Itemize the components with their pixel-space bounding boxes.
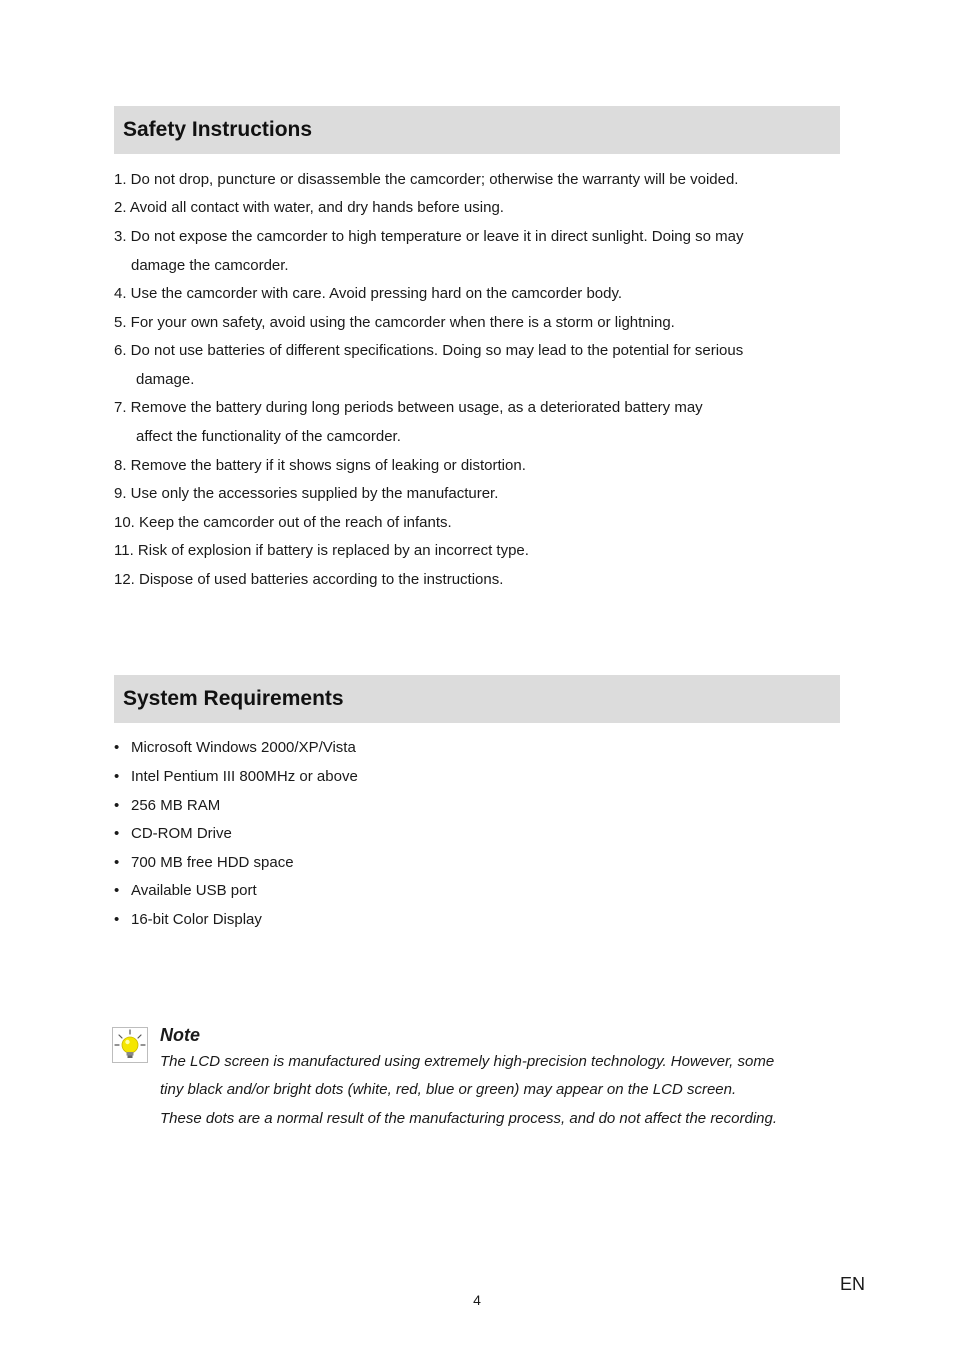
language-code: EN	[840, 1274, 866, 1294]
safety-item-6: 6. Do not use batteries of different specifications. Doing so may lead to the potential for serious	[114, 342, 744, 359]
system-requirements-title: System Requirements	[123, 687, 344, 710]
bullet-icon: •	[114, 768, 120, 785]
bullet-icon: •	[114, 825, 120, 842]
safety-instructions-header	[114, 106, 840, 154]
note-title: Note	[160, 1025, 200, 1045]
requirement-text: Microsoft Windows 2000/XP/Vista	[131, 739, 356, 756]
list-item	[114, 739, 356, 757]
bullet-icon: •	[114, 882, 120, 899]
page-number: 4	[473, 1292, 481, 1308]
safety-item-3-continued: damage the camcorder.	[131, 257, 289, 274]
requirement-text: Intel Pentium III 800MHz or above	[131, 768, 358, 785]
safety-item-8: 8. Remove the battery if it shows signs of leaking or distortion.	[114, 457, 526, 474]
safety-item-5: 5. For your own safety, avoid using the camcorder when there is a storm or lightning.	[114, 314, 675, 331]
safety-item-12: 12. Dispose of used batteries according to the instructions.	[114, 571, 504, 588]
note-text-line-2: tiny black and/or bright dots (white, red, blue or green) may appear on the LCD screen.	[160, 1081, 737, 1098]
bullet-icon: •	[114, 739, 120, 756]
note-text-line-3: These dots are a normal result of the manufacturing process, and do not affect the recording.	[160, 1110, 778, 1127]
safety-item-2: 2. Avoid all contact with water, and dry hands before using.	[114, 199, 504, 216]
safety-instructions-title: Safety Instructions	[123, 118, 313, 141]
list-item	[114, 882, 257, 900]
lightbulb-icon	[112, 1027, 148, 1063]
safety-item-11: 11. Risk of explosion if battery is replaced by an incorrect type.	[114, 542, 529, 559]
bullet-icon: •	[114, 911, 120, 928]
list-item	[114, 911, 262, 929]
safety-item-4: 4. Use the camcorder with care. Avoid pressing hard on the camcorder body.	[114, 285, 623, 302]
requirement-text: CD-ROM Drive	[131, 825, 232, 842]
safety-item-1: 1. Do not drop, puncture or disassemble the camcorder; otherwise the warranty will be voided.	[114, 171, 739, 188]
requirement-text: Available USB port	[131, 882, 257, 899]
safety-item-6-continued: damage.	[136, 371, 195, 388]
list-item	[114, 797, 220, 815]
note-text-line-1: The LCD screen is manufactured using extremely high-precision technology. However, some	[160, 1053, 775, 1070]
requirement-text: 256 MB RAM	[131, 797, 221, 814]
safety-item-7: 7. Remove the battery during long periods between usage, as a deteriorated battery may	[114, 399, 703, 416]
safety-item-3: 3. Do not expose the camcorder to high temperature or leave it in direct sunlight. Doing so may	[114, 228, 744, 245]
safety-item-7-continued: affect the functionality of the camcorder.	[136, 428, 401, 445]
list-item	[114, 854, 294, 872]
requirement-text: 700 MB free HDD space	[131, 854, 294, 871]
bullet-icon: •	[114, 854, 120, 871]
list-item	[114, 825, 232, 843]
bullet-icon: •	[114, 797, 120, 814]
system-requirements-header	[114, 675, 840, 723]
requirement-text: 16-bit Color Display	[131, 911, 262, 928]
safety-item-10: 10. Keep the camcorder out of the reach of infants.	[114, 514, 452, 531]
list-item	[114, 768, 358, 786]
safety-item-9: 9. Use only the accessories supplied by the manufacturer.	[114, 485, 499, 502]
